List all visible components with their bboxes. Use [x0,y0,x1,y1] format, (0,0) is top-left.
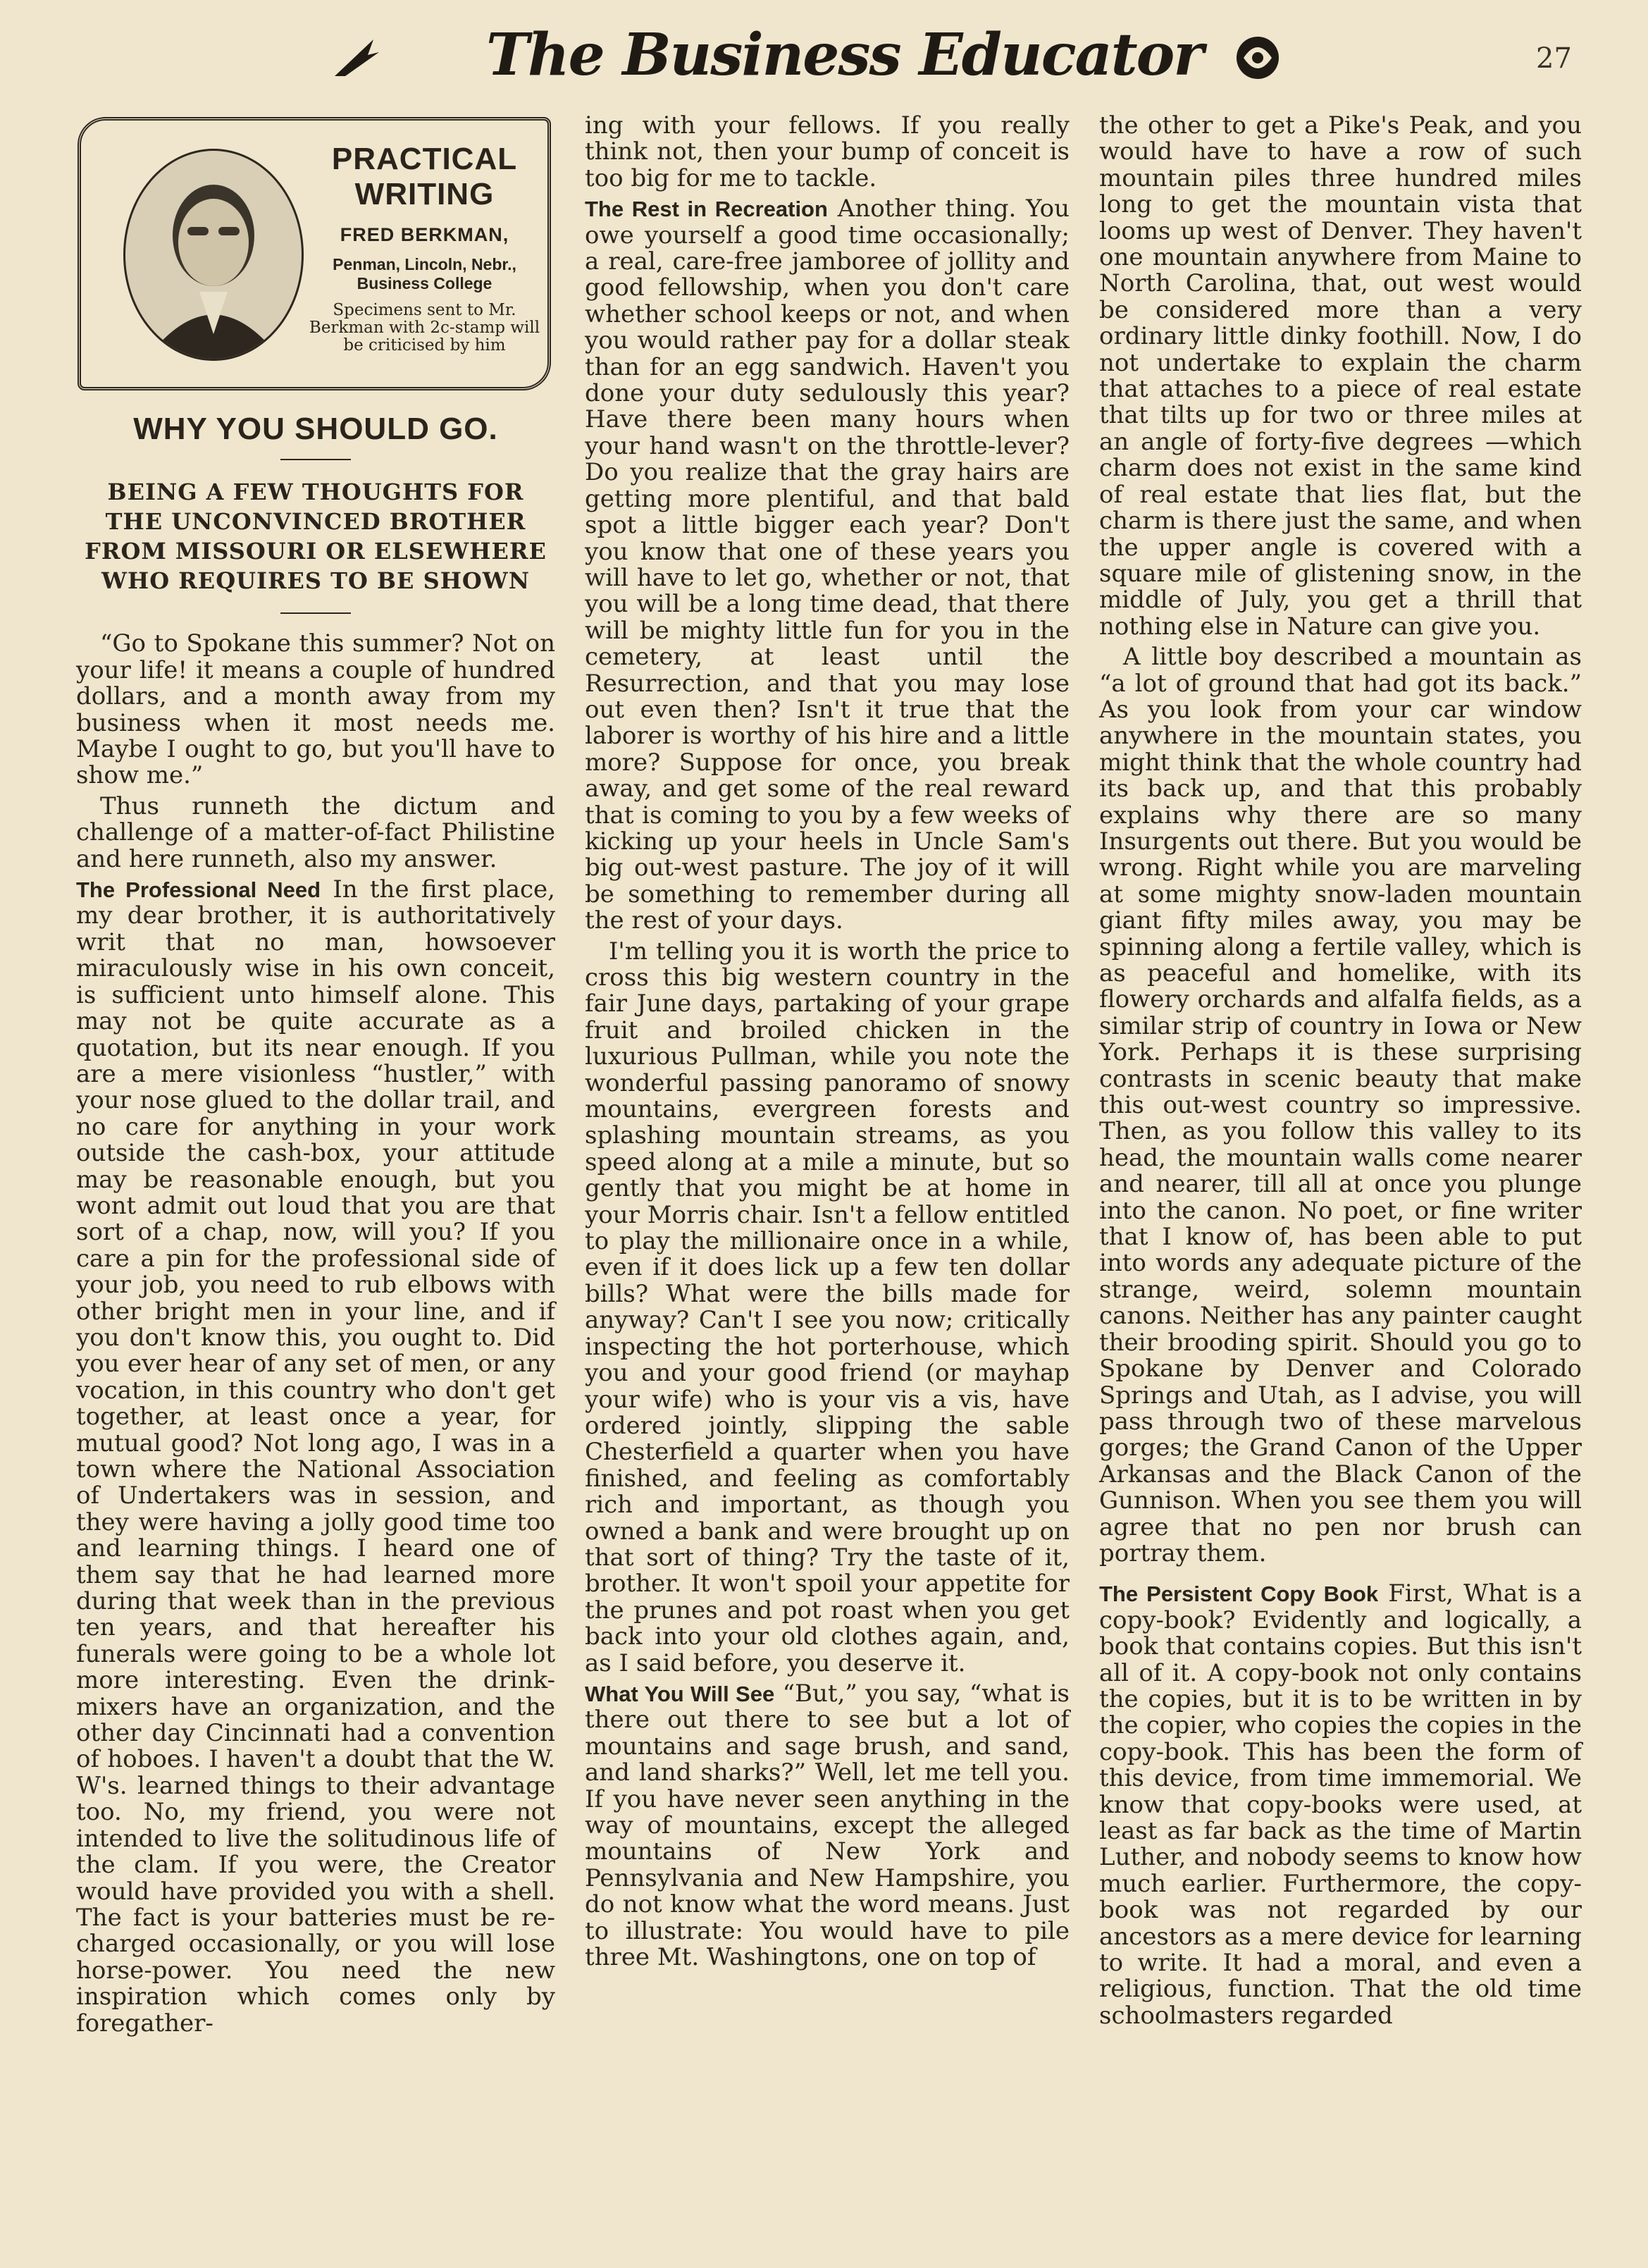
paragraph: Thus runneth the dictum and challenge of a matter-of-fact Philistine and here runneth, also my answer. [76,791,555,873]
page-number: 27 [1536,42,1572,75]
section-label: The Persistent Copy Book [1099,1582,1379,1607]
section-label: The Professional Need [76,877,321,903]
practical-writing-box [78,117,551,390]
portrait-icon [125,151,302,359]
practical-writing-text [299,142,550,355]
emblem-icon [1229,30,1286,86]
section-persistent-copy-book [1099,1581,1582,2029]
section-what-you-will-see [585,1681,1070,1971]
article-title: WHY YOU SHOULD GO. [133,412,498,446]
author-portrait [123,149,304,361]
author-name: FRED BERKMAN, [340,224,509,245]
section-label: The Rest in Recreation [585,197,828,222]
article-subtitle: BEING A FEW THOUGHTS FOR THE UNCONVINCED BROTHER FROM MISSOURI OR ELSEWHERE WHO REQUIRES TO BE SHOWN [85,479,547,595]
section-professional-need [76,877,555,2037]
masthead [0,14,1648,106]
author-institution: Penman, Lincoln, Nebr., Business College [333,255,516,293]
section-label: What You Will See [585,1681,775,1706]
divider [280,459,351,460]
column-2 [585,113,1070,1975]
divider [280,612,351,614]
paragraph: ing with your fellows. If you really think not, then your bump of conceit is too big for me to tackle. [585,111,1070,192]
paragraph: I'm telling you it is worth the price to cross this big western country in the fair June days, partaking of your grape fruit and broiled chicken in the luxurious Pullman, while you note the wonderful passing panoramo of snowy mountains, evergreen forests and splashing mountain streams, as you speed along at a mile a minute, but so gently that you might be at home in your Morris chair. Isn't a fellow entitled to play the millionaire once in a while, even if it does lick up a few ten dollar bills? What were the bills made for anyway? Can't I see you now; critically inspecting the hot porterhouse, which you and your good friend (or mayhap your wife) who is your vis a vis, have ordered jointly, slipping the sable Chesterfield a quarter when you have finished, and feeling as comfortably rich and important, as though you owned a bank and were brought up on that sort of thing? Try the taste of it, brother. It won't spoil your appetite for the prunes and pot roast when you get back into your old clothes again, and, as I said before, you deserve it. [585,937,1070,1677]
section-text: Another thing. You owe yourself a good time occasionally; a real, care-free jamboree of jollity and good fellowship, when you don't care whether school keeps or not, and when you would rather pay for a dollar steak than for an egg sandwich. Haven't you done your duty sedulously this year? Have there been many hours when your hand wasn't on the throttle-lever? Do you realize that the gray hairs are getting more plentiful, and that bald spot a little bigger each year? Don't you know that one of these years you will have to let go, whether or not, that you will be a long time dead, that there will be mighty little fun for you in the cemetery, at least until the Resurrection, and that you may lose out even then? Isn't it true that the laborer is worthy of his hire and a little more? Suppose for once, you break away, and get some of the real reward that is coming to you by a few weeks of kicking up your heels in Uncle Sam's big out-west pasture. The joy of it will be something to remember during all the rest of your days. [585,195,1070,935]
section-text: First, What is a copy-book? Evidently and logically, a book that contains copies. But this isn't all of it. A copy-book not only contains the copies, but it is to be written in by the copier, who copies the copies in the copy-book. This has been the form of this device, from time immemorial. We know that copy-books were used, at least as far back as the time of Martin Luther, and nobody seems to know how much earlier. Furthermore, the copy-book was not regarded by our ancestors as a mere device for learning to write. It had a moral, and even a religious, function. That the old time schoolmasters regarded [1099,1579,1582,2030]
paragraph: “Go to Spokane this summer? Not on your life! it means a couple of hundred dollars, and a month away from my business when it most needs me. Maybe I ought to go, but you'll have to show me.” [76,629,555,790]
column-3 [1099,113,1582,2033]
section-text: In the first place, my dear brother, it is authoritatively writ that no man, howsoever miraculously wise in his own conceit, is sufficient unto himself alone. This may not be quite accurate as a quotation, but its near enough. If you are a mere visionless “hustler,” with your nose glued to the dollar trail, and no care for anything in your work outside the cash-box, your attitude may be reasonable enough, but you wont admit out loud that you are that sort of a chap, now, will you? If you care a pin for the professional side of your job, you need to rub elbows with other bright men in your line, and if you don't know this, you ought to. Did you ever hear of any set of men, or any vocation, in this country who don't get together, at least once a year, for mutual good? Not long ago, I was in a town where the National Association of Undertakers was in session, and they were having a jolly good time too and learning things. I heard one of them say that he had learned more during that week than in the previous ten years, and that hereafter his funerals were going to be a whole lot more interesting. Even the drink-mixers have an organization, and the other day Cincinnati had a convention of hoboes. I haven't a doubt that the W. W's. learned things to their advantage too. No, my friend, you were not intended to live the solitudinous life of the clam. If you were, the Creator would have provided you with a shell. The fact is your batteries must be re-charged occasionally, or you will lose horse-power. You need the new inspiration which comes only by foregather- [76,875,555,2038]
practical-writing-heading: PRACTICAL WRITING [331,142,518,211]
section-rest-in-recreation [585,196,1070,934]
quill-pen-icon [331,34,380,83]
masthead-title: The Business Educator [486,21,1203,89]
paragraph: A little boy described a mountain as “a lot of ground that had got its back.” As you look from your car window anywhere in the mountain states, you might think that the whole country had its back up, and that this probably explains why there are so many Insurgents out there. But you would be wrong. Right while you are marveling at some mighty snow-laden mountain giant fifty miles away, you may be spinning along a fertile valley, which is as peaceful and homelike, with its flowery orchards and alfalfa fields, as a similar strip of country in Iowa or New York. Perhaps it is these surprising contrasts in scenic beauty that make this out-west country so impressive. Then, as you follow this valley to its head, the mountain walls come nearer and nearer, till all at once you plunge into the canon. No poet, or fine writer that I know of, has been able to put into words any adequate picture of the strange, weird, solemn mountain canons. Neither has any painter caught their brooding spirit. Should you go to Spokane by Denver and Colorado Springs and Utah, as I advise, you will pass through two of these marvelous gorges; the Grand Canon of the Upper Arkansas and the Black Canon of the Gunnison. When you see them you will agree that no pen nor brush can portray them. [1099,643,1582,1567]
paragraph: the other to get a Pike's Peak, and you would have to have a row of such mountain piles three hundred miles long to get the mountain vista that looms up west of Denver. They haven't one mountain anywhere from Maine to North Carolina, that, out west would be considered more than a very ordinary little dinky foothill. Now, I do not undertake to explain the charm that attaches to a piece of real estate that tilts up for two or three miles at an angle of forty-five degrees —which charm does not exist in the same kind of real estate that lies flat, but the charm is there just the same, and when the upper angle is covered with a square mile of glistening snow, in the middle of July, you get a thrill that nothing else in Nature can give you. [1099,111,1582,641]
column-1 [76,113,555,2041]
section-text: “But,” you say, “what is there out there to see but a lot of mountains and sage brush, and sand, and land sharks?” Well, let me tell you. If you have never seen anything in the way of mountains, except the alleged mountains of New York and Pennsylvania and New Hampshire, you do not know what the word means. Just to illustrate: You would have to pile three Mt. Washingtons, one on top of [585,1679,1070,1972]
specimen-note: Specimens sent to Mr. Berkman with 2c-stamp will be criticised by him [309,301,540,355]
